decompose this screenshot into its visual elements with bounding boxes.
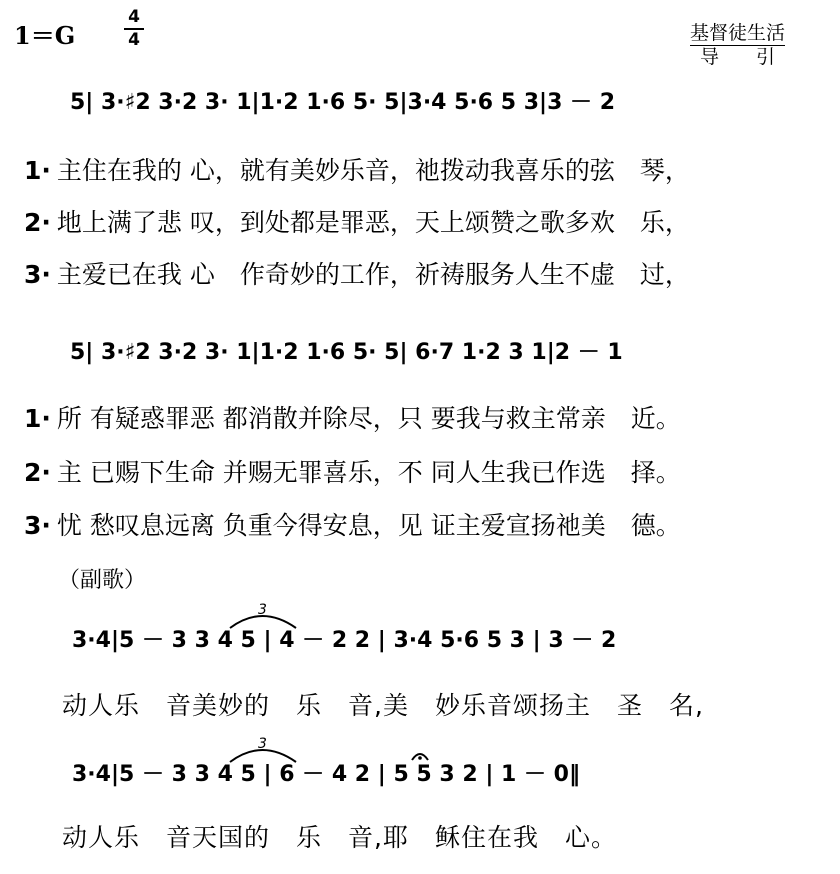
verse-line-2-2 <box>24 457 681 489</box>
verse-number: 2· <box>24 208 51 237</box>
verse-text: 地上满了悲 叹，到处都是罪恶，天上颂赞之歌多欢 乐， <box>56 208 690 237</box>
verse-number: 2· <box>24 458 51 487</box>
triplet-number-1: 3 <box>258 602 267 618</box>
verse-line-1-1 <box>24 155 690 187</box>
time-signature-bottom: 4 <box>128 30 140 50</box>
key-signature: 1＝G <box>14 21 76 50</box>
chorus-lyric-line-2: 动人乐 音天国的 乐 音,耶 稣住在我 心。 <box>62 823 617 852</box>
triplet-number-2: 3 <box>258 736 267 752</box>
verse-text: 忧 愁叹息远离 负重今得安息，见 证主爱宣扬祂美 德。 <box>56 511 681 540</box>
source-credit <box>690 22 785 68</box>
melody-line-1: 5| 3·♯2 3·2 3· 1|1·2 1·6 5· 5|3·4 5·6 5 3|3 － 2 <box>70 90 616 115</box>
verse-number: 3· <box>24 260 51 289</box>
verse-line-1-3 <box>24 259 690 291</box>
verse-line-2-1 <box>24 403 681 435</box>
verse-number: 3· <box>24 511 51 540</box>
credit-subtitle <box>690 46 785 68</box>
verse-text: 主爱已在我 心 作奇妙的工作，祈祷服务人生不虚 过， <box>56 260 690 289</box>
credit-subtitle-a: 导 <box>700 46 720 68</box>
chorus-melody-line-2: 3·4|5 － 3 3 4 5 | 6 － 4 2 | 5 5 3 2 | 1 － 0‖ <box>72 762 580 787</box>
credit-subtitle-b: 引 <box>756 46 776 68</box>
chorus-melody-line-1: 3·4|5 － 3 3 4 5 | 4 － 2 2 | 3·4 5·6 5 3 | 3 － 2 <box>72 628 617 653</box>
verse-text: 所 有疑惑罪恶 都消散并除尽，只 要我与救主常亲 近。 <box>56 404 681 433</box>
verse-text: 主住在我的 心，就有美妙乐音，祂拨动我喜乐的弦 琴， <box>56 156 690 185</box>
credit-title: 基督徒生活 <box>690 22 786 44</box>
time-signature <box>124 8 144 50</box>
chorus-label: （副歌） <box>58 568 147 593</box>
verse-line-2-3 <box>24 510 681 542</box>
verse-number: 1· <box>24 156 51 185</box>
melody-line-2: 5| 3·♯2 3·2 3· 1|1·2 1·6 5· 5| 6·7 1·2 3 1|2 － 1 <box>70 340 623 365</box>
verse-text: 主 已赐下生命 并赐无罪喜乐，不 同人生我已作选 择。 <box>56 458 681 487</box>
time-signature-top: 4 <box>128 7 140 27</box>
verse-line-1-2 <box>24 207 690 239</box>
chorus-lyric-line-1: 动人乐 音美妙的 乐 音,美 妙乐音颂扬主 圣 名, <box>62 691 704 720</box>
verse-number: 1· <box>24 404 51 433</box>
